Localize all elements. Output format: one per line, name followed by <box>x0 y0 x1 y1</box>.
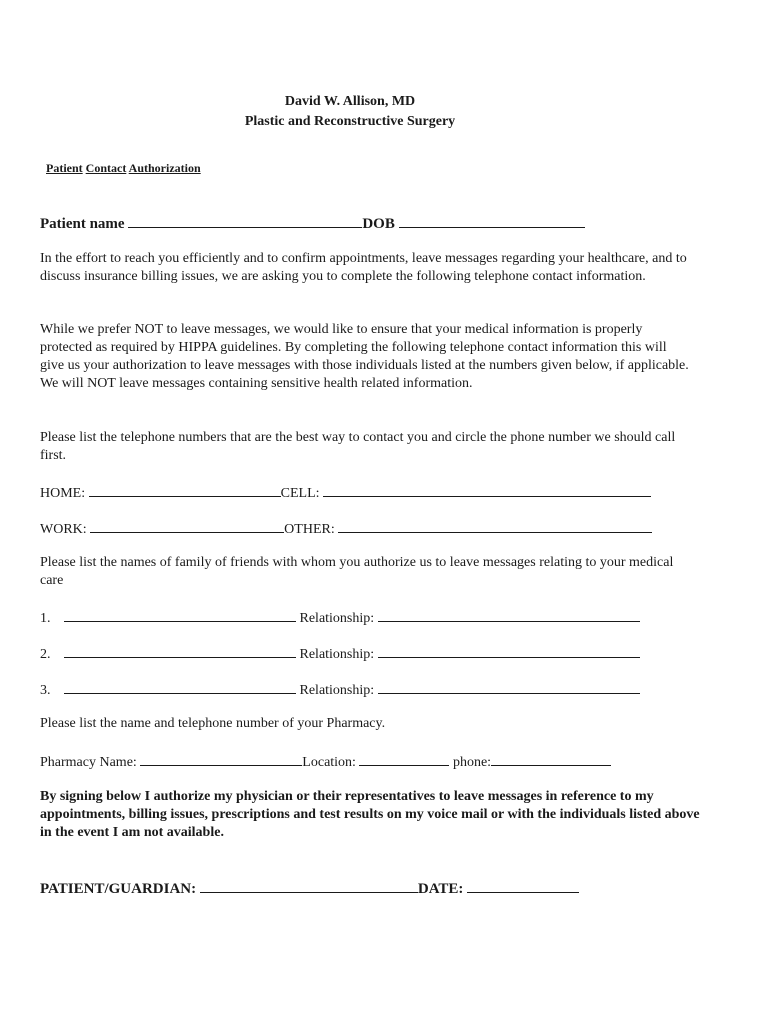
cell-phone-field[interactable] <box>323 482 651 497</box>
subtitle-word-contact: Contact <box>85 161 127 175</box>
date-label: DATE: <box>417 881 464 897</box>
contact-row <box>40 607 640 627</box>
dob-field[interactable] <box>399 213 585 228</box>
relationship-label: Relationship: <box>299 647 375 662</box>
contact-name-field[interactable] <box>64 607 296 622</box>
subtitle-word-patient: Patient <box>46 161 83 175</box>
relationship-field[interactable] <box>378 643 640 658</box>
dob-label: DOB <box>362 216 395 232</box>
contact-name-field[interactable] <box>64 679 296 694</box>
pharmacy-location-field[interactable] <box>359 751 449 766</box>
work-label: WORK: <box>40 522 87 537</box>
relationship-field[interactable] <box>378 679 640 694</box>
contact-number: 1. <box>40 611 51 626</box>
patient-name-label: Patient name <box>40 216 125 232</box>
authorization-statement: By signing below I authorize my physician or their representatives to leave messages in reference to my appointments, billing issues, prescriptions and test results on my voice mail or with the individuals listed above in the event I am not available. <box>40 789 700 840</box>
signature-row <box>40 878 579 898</box>
pharmacy-name-field[interactable] <box>140 751 302 766</box>
patient-guardian-label: PATIENT/GUARDIAN: <box>40 881 197 897</box>
cell-label: CELL: <box>280 486 320 501</box>
home-phone-field[interactable] <box>89 482 281 497</box>
pharmacy-name-label: Pharmacy Name: <box>40 755 137 770</box>
home-cell-row <box>40 482 651 502</box>
other-label: OTHER: <box>284 522 335 537</box>
phones-instruction: Please list the telephone numbers that are the best way to contact you and circle the phone number we should call first. <box>40 430 676 463</box>
contact-name-field[interactable] <box>64 643 296 658</box>
work-phone-field[interactable] <box>90 518 284 533</box>
other-phone-field[interactable] <box>338 518 652 533</box>
patient-name-field[interactable] <box>128 213 362 228</box>
intro-paragraph: In the effort to reach you efficiently and to confirm appointments, leave messages regarding your healthcare, and to discuss insurance billing issues, we are asking you to complete the following telephone contact information. <box>40 251 687 284</box>
family-instruction: Please list the names of family of friends with whom you authorize us to leave messages relating to your medical care <box>40 555 674 588</box>
privacy-paragraph: While we prefer NOT to leave messages, we would like to ensure that your medical information is properly protected as required by HIPPA guidelines. By completing the following telephone contact information this will give us your authorization to leave messages with those individuals listed at the numbers given below, if applicable. We will NOT leave messages containing sensitive health related information. <box>40 322 689 391</box>
pharmacy-phone-label: phone: <box>452 755 492 770</box>
home-label: HOME: <box>40 486 86 501</box>
relationship-field[interactable] <box>378 607 640 622</box>
contact-number: 3. <box>40 683 51 698</box>
work-other-row <box>40 518 652 538</box>
pharmacy-instruction: Please list the name and telephone number of your Pharmacy. <box>40 716 386 731</box>
physician-specialty: Plastic and Reconstructive Surgery <box>244 114 456 129</box>
contact-number: 2. <box>40 647 51 662</box>
pharmacy-row <box>40 751 611 771</box>
relationship-label: Relationship: <box>299 683 375 698</box>
pharmacy-location-label: Location: <box>302 755 356 770</box>
patient-info-row <box>40 213 585 233</box>
subtitle-word-authorization: Authorization <box>128 161 201 175</box>
contact-row <box>40 643 640 663</box>
pharmacy-phone-field[interactable] <box>491 751 611 766</box>
contact-row <box>40 679 640 699</box>
relationship-label: Relationship: <box>299 611 375 626</box>
physician-name: David W. Allison, MD <box>284 94 416 109</box>
date-field[interactable] <box>467 878 579 893</box>
form-subtitle <box>46 161 201 176</box>
signature-field[interactable] <box>200 878 418 893</box>
